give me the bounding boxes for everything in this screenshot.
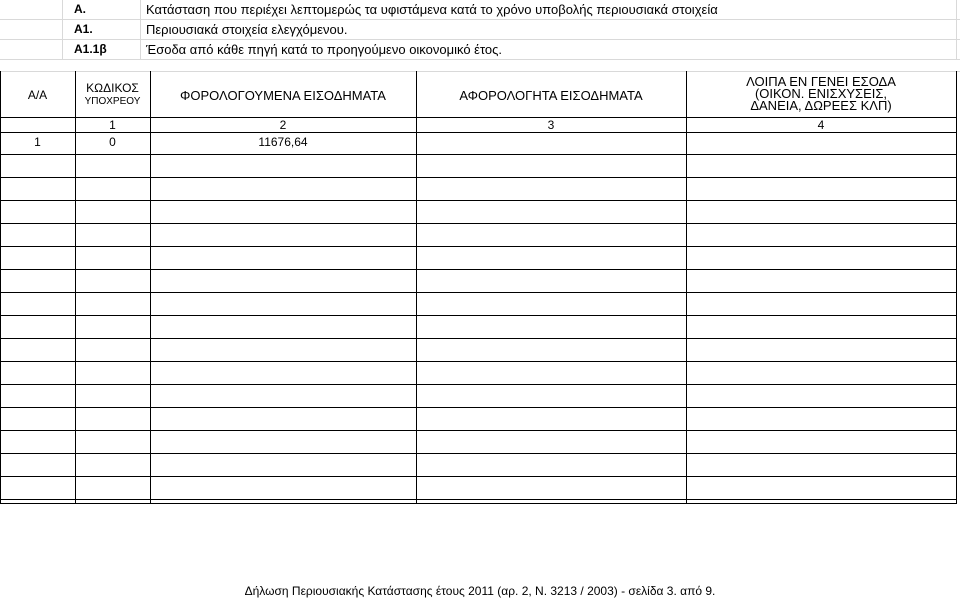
grid-line: [0, 132, 956, 133]
header-text: Κατάσταση που περιέχει λεπτομερώς τα υφιστάμενα κατά το χρόνο υποβολής περιουσιακά στοιχεία: [146, 2, 718, 17]
grid-line: [75, 71, 76, 503]
grid-line: [0, 117, 956, 118]
header-text: Περιουσιακά στοιχεία ελεγχόμενου.: [146, 22, 348, 37]
grid-line: [956, 71, 957, 504]
grid-line: [0, 154, 956, 155]
grid-line: [0, 407, 956, 408]
grid-line: [0, 453, 956, 454]
column-header-code-line2: ΥΠΟΧΡΕΟΥ: [84, 96, 141, 107]
table-cell-aa: 1: [34, 135, 41, 149]
grid-line: [0, 503, 956, 504]
page-footer: Δήλωση Περιουσιακής Κατάστασης έτους 2011 (αρ. 2, Ν. 3213 / 2003) - σελίδα 3. από 9.: [244, 584, 716, 598]
grid-line: [0, 71, 1, 504]
grid-line: [0, 476, 956, 477]
grid-line: [0, 223, 956, 224]
grid-line: [0, 200, 956, 201]
grid-line: [0, 177, 956, 178]
column-header-taxed: ΦΟΡΟΛΟΓΟΥΜΕΝΑ ΕΙΣΟΔΗΜΑΤΑ: [180, 88, 386, 103]
grid-line: [0, 430, 956, 431]
header-code: A.: [74, 2, 86, 16]
column-header-aa: Α/Α: [27, 88, 48, 102]
column-header-untaxed: ΑΦΟΡΟΛΟΓΗΤΑ ΕΙΣΟΔΗΜΑΤΑ: [459, 88, 643, 103]
column-number: 3: [547, 118, 555, 132]
column-header-other-line1: ΛΟΙΠΑ ΕΝ ΓΕΝΕΙ ΕΣΟΔΑ: [746, 74, 896, 89]
grid-line: [0, 361, 956, 362]
grid-line: [0, 315, 956, 316]
column-header-other-line2: (ΟΙΚΟΝ. ΕΝΙΣΧΥΣΕΙΣ,: [754, 86, 888, 101]
header-code: A1.1β: [74, 42, 107, 56]
table-cell-taxed: 11676,64: [258, 135, 308, 149]
column-header-other-line3: ΔΑΝΕΙΑ, ΔΩΡΕΕΣ ΚΛΠ): [750, 98, 892, 113]
column-header-code-line1: ΚΩΔΙΚΟΣ: [86, 81, 139, 95]
header-text: Έσοδα από κάθε πηγή κατά το προηγούμενο οικονομικό έτος.: [146, 42, 503, 57]
grid-line: [416, 71, 417, 503]
grid-line: [0, 71, 960, 72]
header-code: A1.: [74, 22, 93, 36]
table-cell-code: 0: [109, 135, 116, 149]
grid-line: [150, 71, 151, 503]
grid-line: [686, 71, 687, 503]
grid-line: [0, 246, 956, 247]
grid-line: [0, 338, 956, 339]
column-number: 1: [109, 118, 116, 132]
grid-line: [0, 499, 956, 500]
grid-line: [0, 292, 956, 293]
column-number: 4: [817, 118, 825, 132]
column-number: 2: [279, 118, 287, 132]
grid-line: [0, 384, 956, 385]
grid-line: [0, 269, 956, 270]
